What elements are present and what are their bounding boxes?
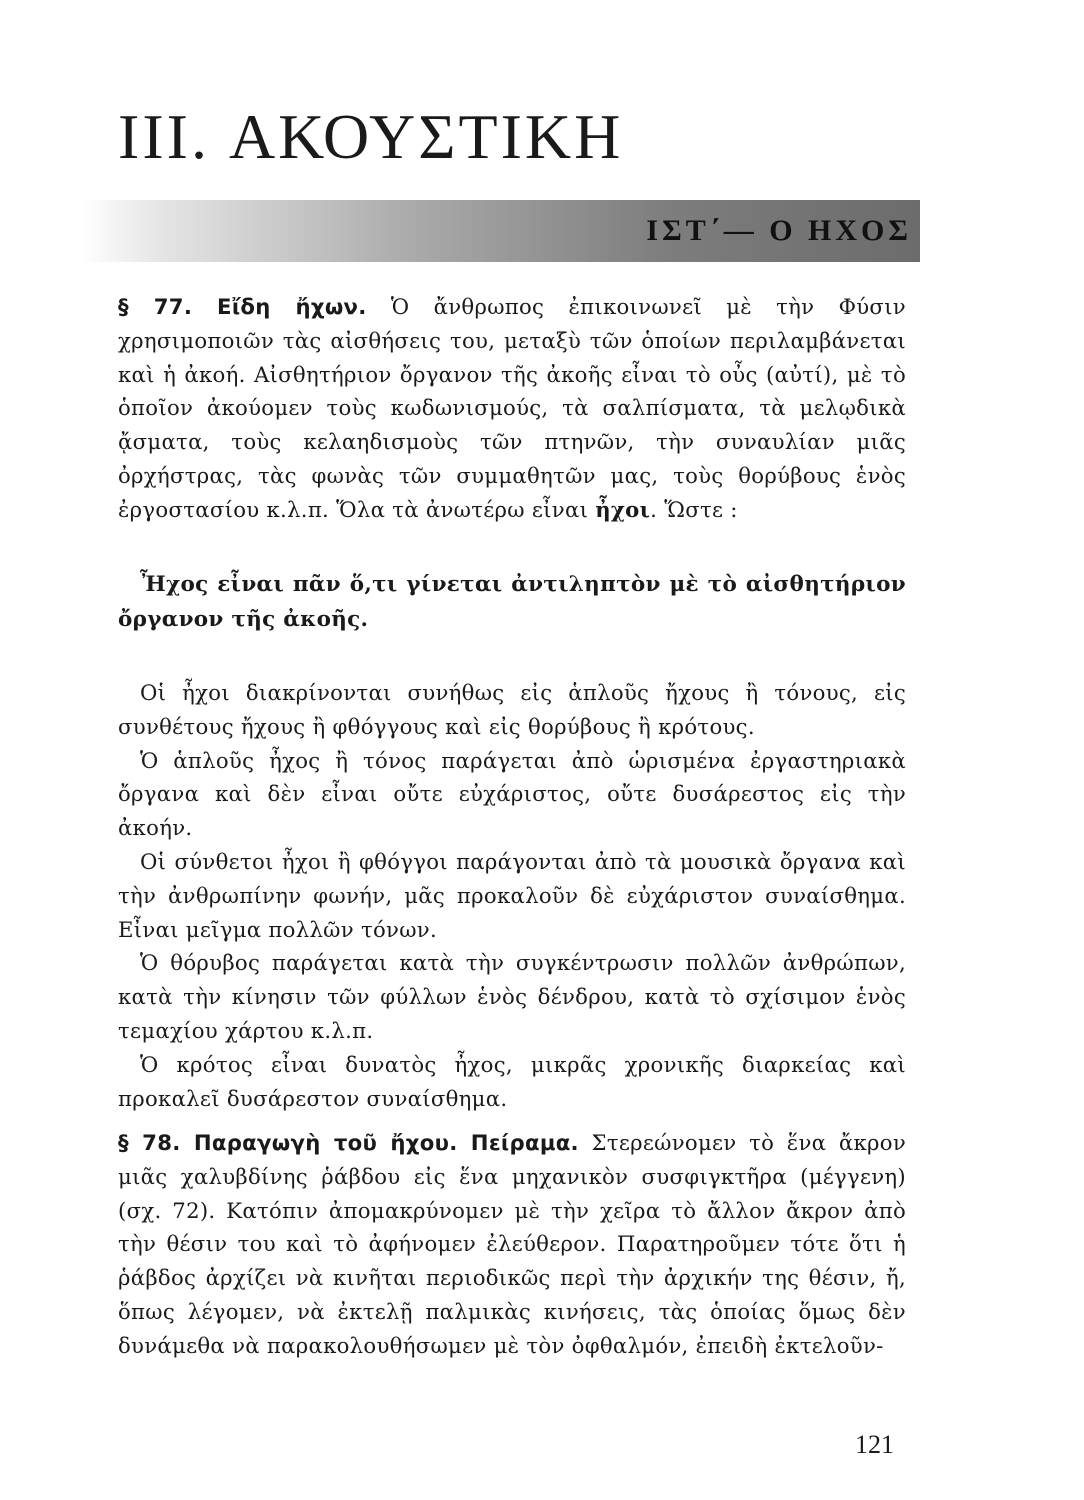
intro-paragraph: [118, 290, 906, 527]
sound-types-section: [118, 676, 906, 1115]
section-banner: [80, 200, 920, 262]
compound-sound-paragraph: Οἱ σύνθετοι ἦχοι ἢ φθόγγοι παράγονται ἀπὸ τὰ μουσικὰ ὄργανα καὶ τὴν ἀνθρωπίνην φωνήν, μᾶς προκαλοῦν δὲ εὐχάριστον συναίσθημα. Εἶναι μεῖγμα πολλῶν τόνων.: [118, 848, 906, 942]
paragraph-77-intro: [118, 290, 906, 527]
definition-block: [118, 567, 906, 637]
sound-definition: Ἦχος εἶναι πᾶν ὅ,τι γίνεται ἀντιληπτὸν μὲ τὸ αἰσθητήριον ὄργανον τῆς ἀκοῆς.: [118, 572, 906, 632]
experiment-text: Στερεώνομεν τὸ ἕνα ἄκρον μιᾶς χαλυβδίνης ῥάβδου εἰς ἕνα μηχανικὸν συσφιγκτῆρα (μέγγενη) (σχ. 72). Κατόπιν ἀπομακρύνομεν μὲ τὴν χεῖρα τὸ ἄλλον ἄκρον ἀπὸ τὴν θέσιν του καὶ τὸ ἀφήνομεν ἐλεύθερον. Παρατηροῦμεν τότε ὅτι ἡ ῥάβδος ἀρχίζει νὰ κινῆται περιοδικῶς περὶ τὴν ἀρχικήν της θέσιν, ἤ, ὅπως λέγομεν, νὰ ἐκτελῇ παλμικὰς κινήσεις, τὰς ὁποίας ὅμως δὲν δυνάμεθα νὰ παρακολουθήσωμεν μὲ τὸν ὀφθαλμόν, ἐπειδὴ ἐκτελοῦν-: [118, 1130, 906, 1358]
paragraph-78-heading: § 78. Παραγωγὴ τοῦ ἤχου. Πείραμα.: [118, 1130, 579, 1155]
paragraph-78: [118, 1126, 906, 1363]
term-sounds: ἦχοι: [595, 496, 651, 522]
paragraph-77-heading: § 77. Εἴδη ἤχων.: [118, 294, 367, 319]
noise-paragraph: Ὁ θόρυβος παράγεται κατὰ τὴν συγκέντρωσιν πολλῶν ἀνθρώπων, κατὰ τὴν κίνησιν τῶν φύλλων ἑνὸς δένδρου, κατὰ τὸ σχίσιμον ἑνὸς τεμαχίου χάρτου κ.λ.π.: [118, 950, 906, 1043]
intro-text-end: . Ὥστε :: [650, 496, 738, 522]
intro-text: Ὁ ἄνθρωπος ἐπικοινωνεῖ μὲ τὴν Φύσιν χρησιμοποιῶν τὰς αἰσθήσεις του, μεταξὺ τῶν ὁποίων περιλαμβάνεται καὶ ἡ ἀκοή. Αἰσθητήριον ὄργανον τῆς ἀκοῆς εἶναι τὸ οὖς (αὐτί), μὲ τὸ ὁποῖον ἀκούομεν τοὺς κωδωνισμούς, τὰ σαλπίσματα, τὰ μελῳδικὰ ᾄσματα, τοὺς κελαηδισμοὺς τῶν πτηνῶν, τὴν συναυλίαν μιᾶς ὀρχήστρας, τὰς φωνὰς τῶν συμμαθητῶν μας, τοὺς θορύβους ἑνὸς ἐργοστασίου κ.λ.π. Ὅλα τὰ ἀνωτέρω εἶναι: [118, 294, 906, 522]
sound-kinds-paragraph: Οἱ ἦχοι διακρίνονται συνήθως εἰς ἁπλοῦς ἤχους ἢ τόνους, εἰς συνθέτους ἤχους ἢ φθόγγους καὶ εἰς θορύβους ἢ κρότους.: [118, 680, 906, 739]
section-title: ΙΣΤ΄— Ο ΗΧΟΣ: [646, 214, 912, 247]
page-number: 121: [855, 1430, 894, 1459]
simple-tone-paragraph: Ὁ ἁπλοῦς ἦχος ἢ τόνος παράγεται ἀπὸ ὡρισμένα ἐργαστηριακὰ ὄργανα καὶ δὲν εἶναι οὔτε εὐχάριστος, οὔτε δυσάρεστος εἰς τὴν ἀκοήν.: [118, 747, 906, 841]
experiment-paragraph: [118, 1126, 906, 1363]
crack-paragraph: Ὁ κρότος εἶναι δυνατὸς ἦχος, μικρᾶς χρονικῆς διαρκείας καὶ προκαλεῖ δυσάρεστον συναίσθημα.: [118, 1051, 906, 1111]
chapter-title: III. ΑΚΟΥΣΤΙΚΗ: [118, 101, 624, 172]
